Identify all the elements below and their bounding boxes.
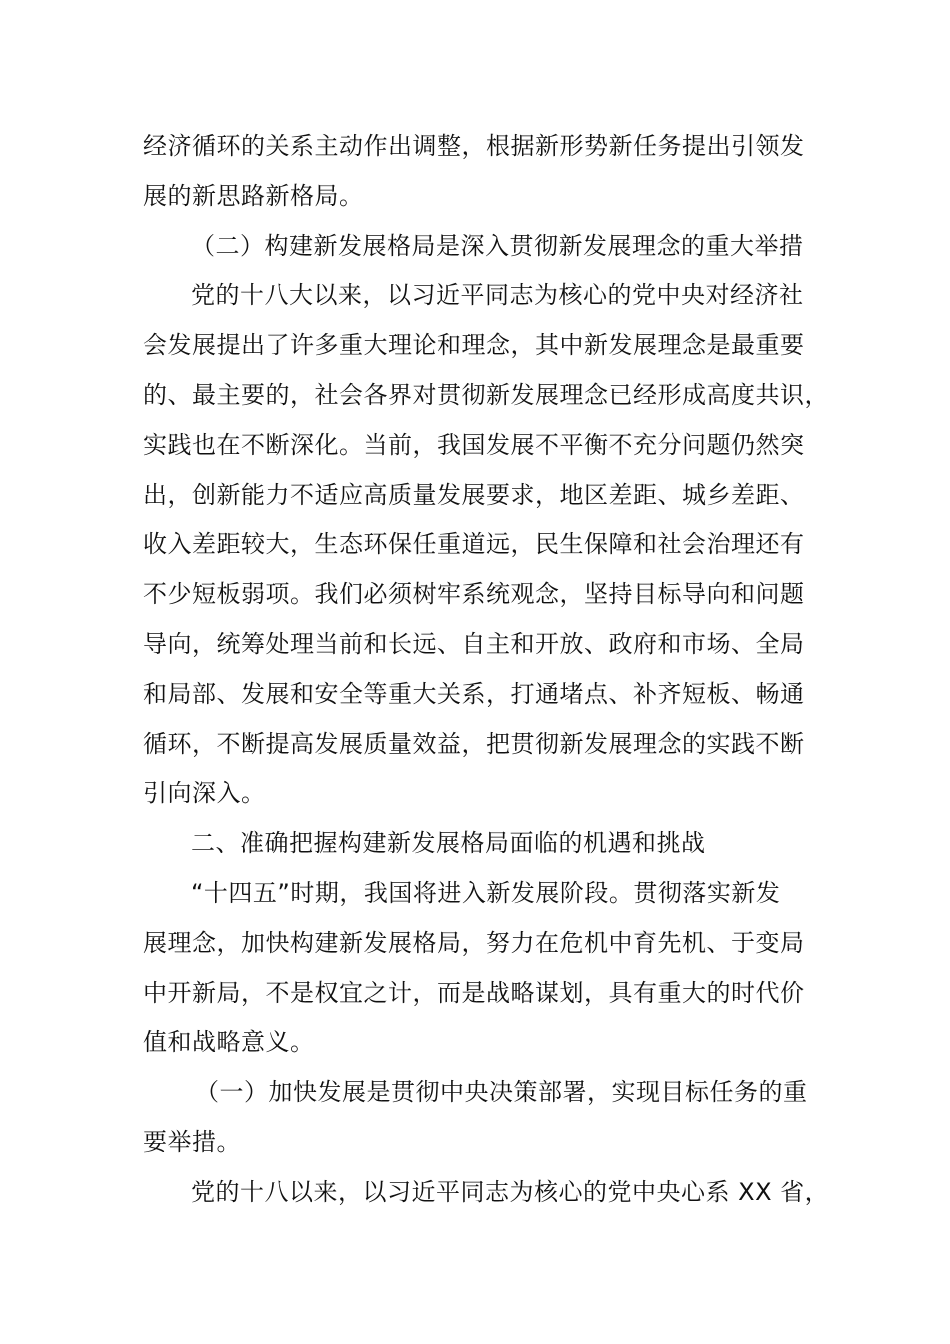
text-line: “十四五”时期，我国将进入新发展阶段。贯彻落实新发 xyxy=(191,878,781,907)
text-line: 收入差距较大，生态环保任重道远，民生保障和社会治理还有 xyxy=(143,530,805,559)
text-line: 展的新思路新格局。 xyxy=(143,181,364,210)
section-heading: （二）构建新发展格局是深入贯彻新发展理念的重大举措 xyxy=(191,231,804,260)
text-line: 党的十八以来，以习近平同志为核心的党中央心系 XX 省， xyxy=(191,1177,830,1206)
text-line: 导向，统筹处理当前和长远、自主和开放、政府和市场、全局 xyxy=(143,629,805,658)
text-line: 要举措。 xyxy=(143,1127,241,1156)
text-line: 经济循环的关系主动作出调整，根据新形势新任务提出引领发 xyxy=(143,132,805,160)
text-line: 值和战略意义。 xyxy=(143,1028,315,1057)
text-line: 的、最主要的，社会各界对贯彻新发展理念已经形成高度共识， xyxy=(143,380,829,409)
text-line: 展理念，加快构建新发展格局，努力在危机中育先机、于变局 xyxy=(143,928,805,957)
text-line: 和局部、发展和安全等重大关系，打通堵点、补齐短板、畅通 xyxy=(143,679,805,708)
section-heading: 二、准确把握构建新发展格局面临的机遇和挑战 xyxy=(191,829,706,858)
body-text xyxy=(143,122,830,1218)
text-line: 引向深入。 xyxy=(143,779,266,808)
text-line: 出，创新能力不适应高质量发展要求，地区差距、城乡差距、 xyxy=(143,480,805,509)
section-heading: （一）加快发展是贯彻中央决策部署，实现目标任务的重 xyxy=(195,1078,808,1107)
text-line: 中开新局，不是权宜之计，而是战略谋划，具有重大的时代价 xyxy=(143,978,805,1007)
text-line: 党的十八大以来，以习近平同志为核心的党中央对经济社 xyxy=(191,281,804,310)
text-line: 循环，不断提高发展质量效益，把贯彻新发展理念的实践不断 xyxy=(143,729,805,758)
text-line: 会发展提出了许多重大理论和理念，其中新发展理念是最重要 xyxy=(143,331,805,360)
text-line: 不少短板弱项。我们必须树牢系统观念，坚持目标导向和问题 xyxy=(143,580,805,609)
text-line: 实践也在不断深化。当前，我国发展不平衡不充分问题仍然突 xyxy=(143,430,805,459)
